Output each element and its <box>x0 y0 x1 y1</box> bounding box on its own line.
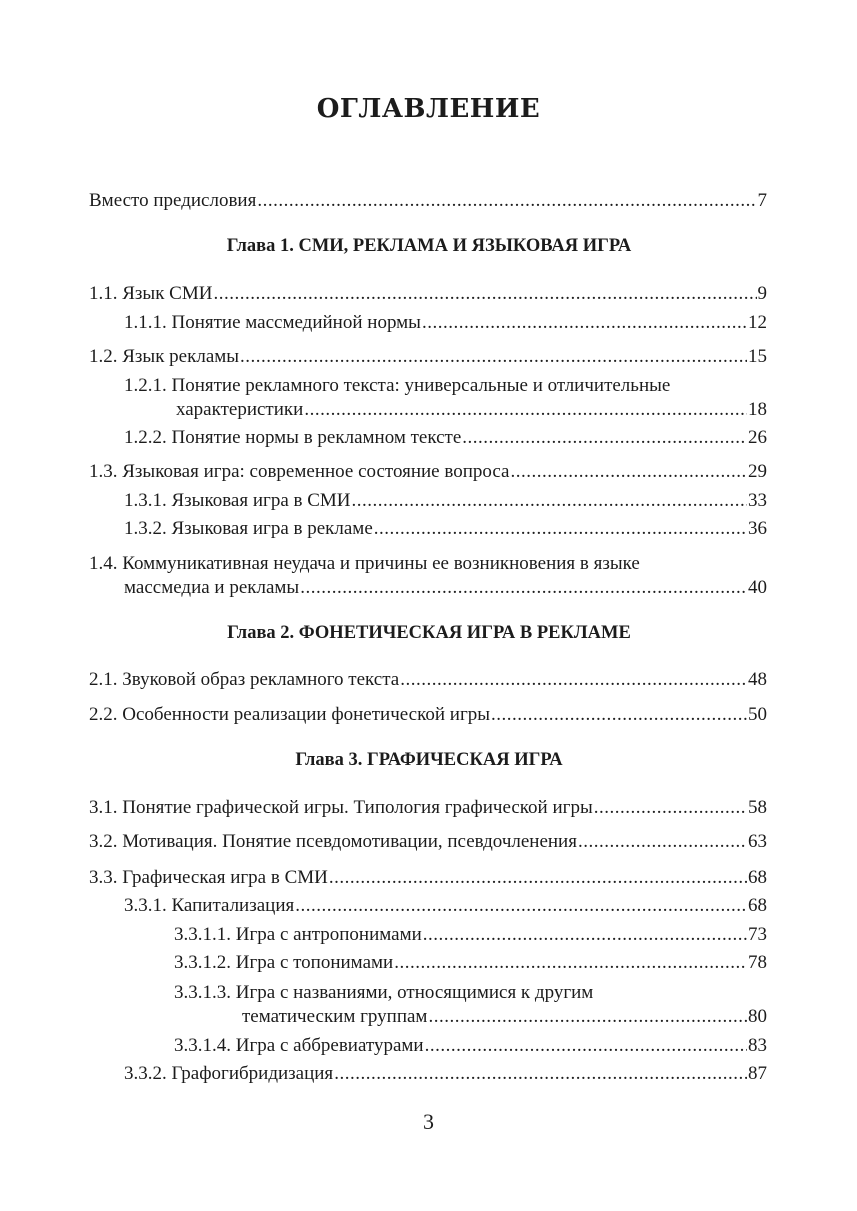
toc-entry-label: 3.3. Графическая игра в СМИ <box>89 867 328 888</box>
toc-entry-label: 1.1. Язык СМИ <box>89 283 213 304</box>
toc-entry-page: 80 <box>748 1006 767 1027</box>
dot-leader <box>257 189 756 213</box>
toc-entry-page: 26 <box>748 427 767 448</box>
toc-entry-3-3[interactable] <box>89 866 767 890</box>
toc-entry-page: 68 <box>748 867 767 888</box>
toc-entry-page: 18 <box>748 399 767 420</box>
toc-entry-page: 87 <box>748 1063 767 1084</box>
chapter-1-heading: Глава 1. СМИ, РЕКЛАМА И ЯЗЫКОВАЯ ИГРА <box>226 236 632 256</box>
toc-entry-3-3-1-3[interactable] <box>242 1005 767 1029</box>
dot-leader <box>425 1034 747 1058</box>
dot-leader <box>352 489 747 513</box>
toc-entry-page: 58 <box>748 797 767 818</box>
toc-entry-page: 29 <box>748 461 767 482</box>
toc-entry-3-3-1-3-line1[interactable]: 3.3.1.3. Игра с названиями, относящимися к другим <box>174 982 594 1003</box>
toc-entry-1-4[interactable] <box>124 576 767 600</box>
dot-leader <box>462 426 747 450</box>
toc-entry-label: 1.3. Языковая игра: современное состояние вопроса <box>89 461 510 482</box>
toc-entry-3-3-1-1[interactable] <box>174 923 767 947</box>
toc-entry-page: 68 <box>748 895 767 916</box>
toc-entry-label: 3.3.1.4. Игра с аббревиатурами <box>174 1035 424 1056</box>
toc-entry-1-1[interactable] <box>89 282 767 306</box>
toc-entry-label: 1.2.2. Понятие нормы в рекламном тексте <box>124 427 462 448</box>
toc-entry-label: 1.1.1. Понятие массмедийной нормы <box>124 312 421 333</box>
toc-entry-page: 12 <box>748 312 767 333</box>
toc-entry-1-2-1[interactable] <box>176 398 767 422</box>
toc-entry-label: 3.2. Мотивация. Понятие псевдомотивации, псевдочленения <box>89 831 577 852</box>
toc-entry-1-3[interactable] <box>89 460 767 484</box>
dot-leader <box>491 703 747 727</box>
toc-entry-3-3-2[interactable] <box>124 1062 767 1086</box>
toc-entry-1-2[interactable] <box>89 345 767 369</box>
dot-leader <box>240 345 747 369</box>
dot-leader <box>374 517 747 541</box>
toc-entry-page: 48 <box>748 669 767 690</box>
toc-entry-label: 2.2. Особенности реализации фонетической игры <box>89 704 491 725</box>
toc-entry-3-2[interactable] <box>89 830 767 854</box>
toc-entry-label: 2.1. Звуковой образ рекламного текста <box>89 669 400 690</box>
page-title: ОГЛАВЛЕНИЕ <box>316 94 541 124</box>
dot-leader <box>428 1005 747 1029</box>
dot-leader <box>423 923 747 947</box>
dot-leader <box>329 866 747 890</box>
toc-entry-label: 1.3.1. Языковая игра в СМИ <box>124 490 351 511</box>
toc-entry-label: Вместо предисловия <box>89 190 257 211</box>
toc-entry-1-3-2[interactable] <box>124 517 767 541</box>
toc-entry-2-2[interactable] <box>89 703 767 727</box>
toc-entry-label: 1.2. Язык рекламы <box>89 346 240 367</box>
toc-entry-page: 73 <box>748 924 767 945</box>
dot-leader <box>300 576 747 600</box>
toc-entry-2-1[interactable] <box>89 668 767 692</box>
chapter-2-heading: Глава 2. ФОНЕТИЧЕСКАЯ ИГРА В РЕКЛАМЕ <box>227 623 631 643</box>
toc-entry-1-3-1[interactable] <box>124 489 767 513</box>
toc-entry-3-3-1[interactable] <box>124 894 767 918</box>
toc-entry-page: 9 <box>757 283 767 304</box>
chapter-3-heading: Глава 3. ГРАФИЧЕСКАЯ ИГРА <box>295 750 563 770</box>
toc-entry-label: 3.3.1. Капитализация <box>124 895 295 916</box>
dot-leader <box>510 460 747 484</box>
toc-entry-page: 36 <box>748 518 767 539</box>
toc-entry-1-4-line1[interactable]: 1.4. Коммуникативная неудача и причины ее возникновения в языке <box>89 553 640 574</box>
toc-entry-label: 3.1. Понятие графической игры. Типология графической игры <box>89 797 593 818</box>
dot-leader <box>213 282 756 306</box>
toc-entry-page: 63 <box>748 831 767 852</box>
toc-entry-intro[interactable] <box>89 189 767 213</box>
toc-entry-page: 40 <box>748 577 767 598</box>
dot-leader <box>422 311 747 335</box>
toc-entry-page: 7 <box>757 190 767 211</box>
dot-leader <box>578 830 747 854</box>
dot-leader <box>334 1062 747 1086</box>
toc-entry-3-3-1-4[interactable] <box>174 1034 767 1058</box>
toc-entry-3-1[interactable] <box>89 796 767 820</box>
toc-entry-label: 3.3.1.1. Игра с антропонимами <box>174 924 422 945</box>
toc-entry-page: 50 <box>748 704 767 725</box>
dot-leader <box>400 668 747 692</box>
toc-entry-label: массмедиа и рекламы <box>124 577 300 598</box>
toc-entry-label: тематическим группам <box>242 1006 428 1027</box>
page-number: 3 <box>423 1109 434 1134</box>
toc-entry-1-2-2[interactable] <box>124 426 767 450</box>
toc-entry-label: 3.3.2. Графогибридизация <box>124 1063 334 1084</box>
toc-entry-page: 83 <box>748 1035 767 1056</box>
dot-leader <box>304 398 747 422</box>
toc-entry-1-1-1[interactable] <box>124 311 767 335</box>
toc-entry-page: 33 <box>748 490 767 511</box>
dot-leader <box>295 894 747 918</box>
dot-leader <box>594 796 747 820</box>
toc-entry-page: 15 <box>748 346 767 367</box>
toc-entry-label: 1.3.2. Языковая игра в рекламе <box>124 518 373 539</box>
toc-entry-label: характеристики <box>176 399 304 420</box>
toc-entry-1-2-1-line1[interactable]: 1.2.1. Понятие рекламного текста: универсальные и отличительные <box>124 375 671 396</box>
toc-entry-3-3-1-2[interactable] <box>174 951 767 975</box>
toc-entry-page: 78 <box>748 952 767 973</box>
toc-entry-label: 3.3.1.2. Игра с топонимами <box>174 952 394 973</box>
dot-leader <box>394 951 747 975</box>
